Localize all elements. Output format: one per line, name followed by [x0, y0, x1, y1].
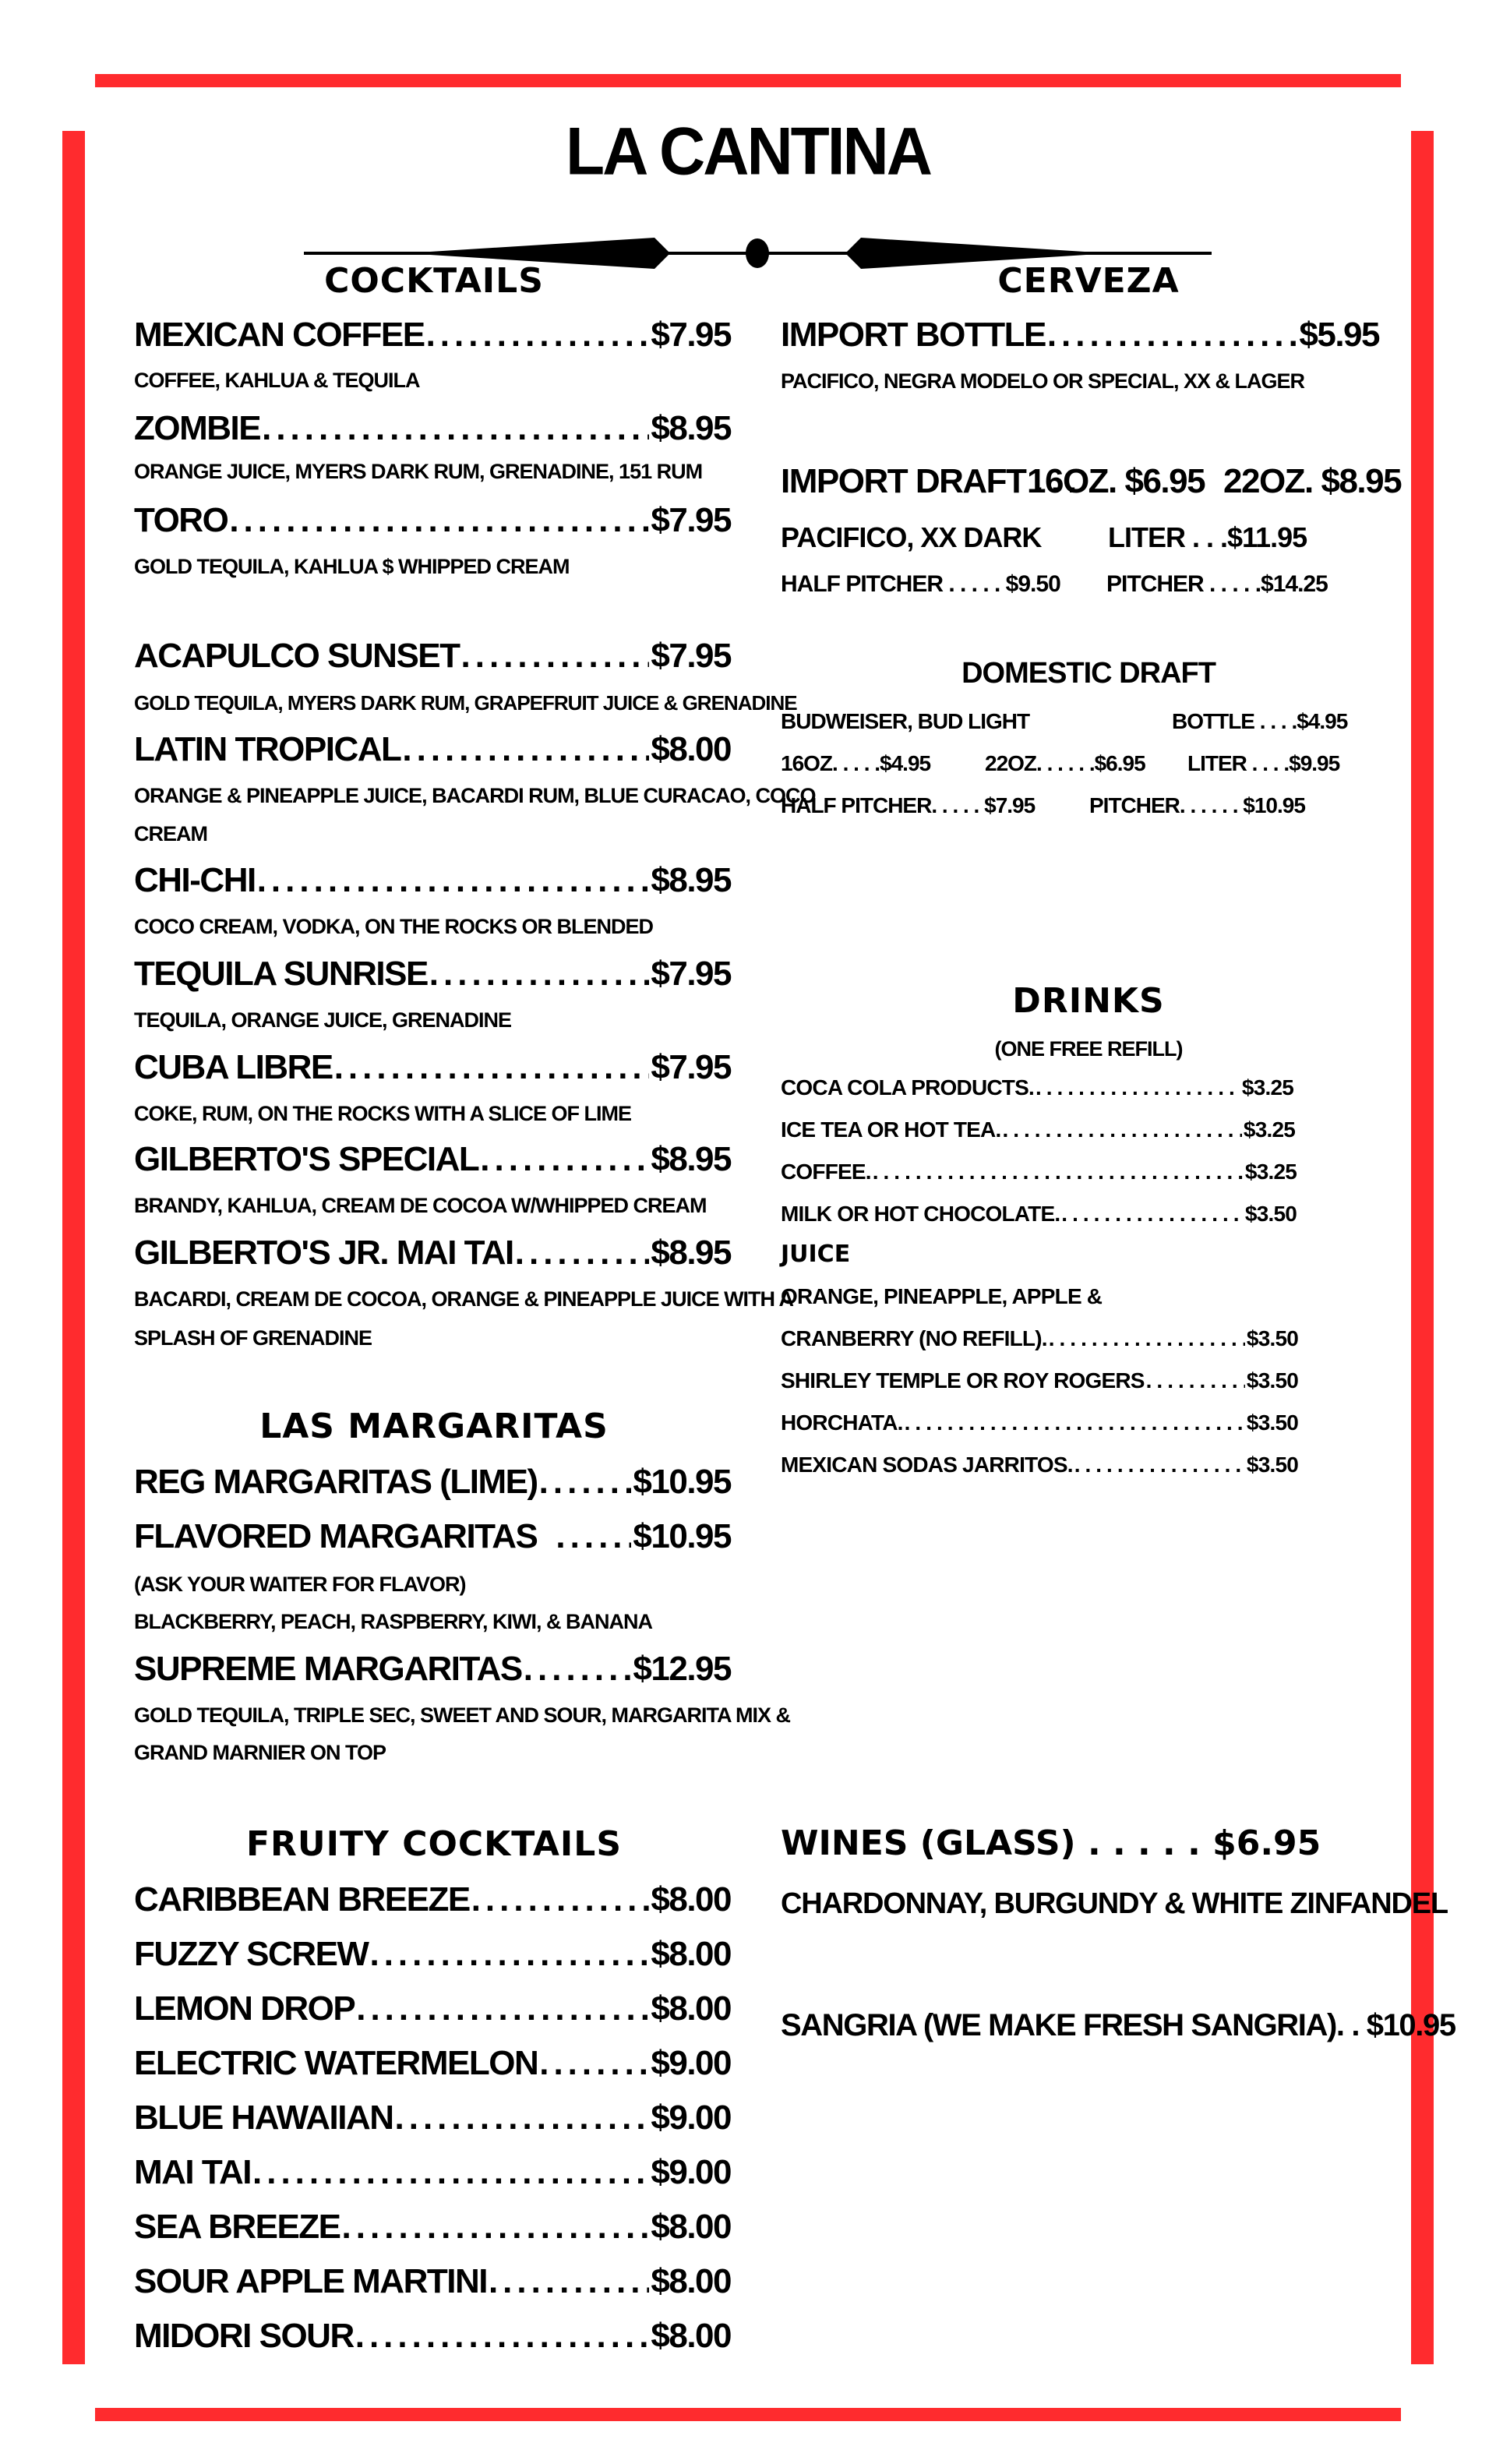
- import-draft-22oz: 22OZ. $8.95: [1223, 462, 1402, 500]
- menu-item: CUBA LIBRE ..... $7.95: [134, 1048, 731, 1087]
- section-heading: COCKTAILS: [324, 261, 544, 301]
- menu-item: TORO ..... $7.95: [134, 501, 731, 540]
- menu-item: SHIRLEY TEMPLE OR ROY ROGERS ..... $3.50: [781, 1368, 1298, 1393]
- menu-title: LA CANTINA: [565, 114, 930, 189]
- item-description: COFFEE, KAHLUA & TEQUILA: [134, 369, 420, 392]
- item-description: GRAND MARNIER ON TOP: [134, 1741, 386, 1764]
- refill-note: (ONE FREE REFILL): [994, 1037, 1183, 1061]
- menu-item: ZOMBIE ..... $8.95: [134, 409, 731, 448]
- menu-item: MIDORI SOUR ..... $8.00: [134, 2317, 731, 2356]
- wines-heading: WINES (GLASS) . . . . . $6.95: [781, 1823, 1321, 1863]
- item-description: COCO CREAM, VODKA, ON THE ROCKS OR BLENDED: [134, 915, 654, 938]
- import-draft-16oz: 16OZ. $6.95: [1027, 462, 1205, 500]
- item-description: ORANGE JUICE, MYERS DARK RUM, GRENADINE, 151 RUM: [134, 460, 703, 483]
- menu-item: TEQUILA SUNRISE ..... $7.95: [134, 955, 731, 994]
- import-draft-label: IMPORT DRAFT . . .: [781, 462, 1076, 500]
- menu-item: GILBERTO'S SPECIAL ..... $8.95: [134, 1140, 731, 1179]
- section-heading: DRINKS: [1012, 981, 1165, 1021]
- menu-item: ICE TEA OR HOT TEA. ..... $3.25: [781, 1117, 1295, 1142]
- menu-item: CRANBERRY (NO REFILL). ..... $3.50: [781, 1326, 1298, 1351]
- domestic-liter: LITER . . . .$9.95: [1187, 751, 1340, 775]
- sangria-item: SANGRIA (WE MAKE FRESH SANGRIA). . $10.95: [781, 2008, 1455, 2042]
- menu-item: MILK OR HOT CHOCOLATE. ..... $3.50: [781, 1202, 1297, 1227]
- menu-item: LEMON DROP ..... $8.00: [134, 1989, 731, 2028]
- item-description: BACARDI, CREAM DE COCOA, ORANGE & PINEAPPLE JUICE WITH A: [134, 1287, 794, 1311]
- menu-item: SEA BREEZE ..... $8.00: [134, 2208, 731, 2247]
- menu-item: ACAPULCO SUNSET ..... $7.95: [134, 637, 731, 676]
- menu-item: FLAVORED MARGARITAS ..... $10.95: [134, 1517, 731, 1556]
- juice-list: ORANGE, PINEAPPLE, APPLE &: [781, 1284, 1103, 1308]
- domestic-22oz: 22OZ. . . . . .$6.95: [985, 751, 1145, 775]
- red-border-top: [95, 74, 1401, 87]
- item-description: BLACKBERRY, PEACH, RASPBERRY, KIWI, & BANANA: [134, 1610, 653, 1633]
- item-description: BRANDY, KAHLUA, CREAM DE COCOA W/WHIPPED CREAM: [134, 1194, 707, 1217]
- menu-item: IMPORT BOTTLE ..... $5.95: [781, 316, 1379, 355]
- domestic-pitcher: PITCHER. . . . . . $10.95: [1089, 793, 1305, 817]
- domestic-bottle: BOTTLE . . . .$4.95: [1172, 709, 1348, 733]
- item-description: GOLD TEQUILA, MYERS DARK RUM, GRAPEFRUIT JUICE & GRENADINE: [134, 691, 797, 715]
- menu-item: GILBERTO'S JR. MAI TAI ..... $8.95: [134, 1234, 731, 1273]
- section-heading: CERVEZA: [997, 261, 1180, 301]
- domestic-half-pitcher: HALF PITCHER. . . . . $7.95: [781, 793, 1036, 817]
- menu-item: SOUR APPLE MARTINI ..... $8.00: [134, 2262, 731, 2301]
- menu-item: MEXICAN COFFEE ..... $7.95: [134, 316, 731, 355]
- item-description: (ASK YOUR WAITER FOR FLAVOR): [134, 1573, 466, 1596]
- menu-item: COFFEE. ..... $3.25: [781, 1160, 1297, 1184]
- red-border-bottom: [95, 2408, 1401, 2421]
- menu-item: SUPREME MARGARITAS ..... $12.95: [134, 1650, 731, 1689]
- menu-item: REG MARGARITAS (LIME) ..... $10.95: [134, 1463, 731, 1502]
- import-half-pitcher: HALF PITCHER . . . . . $9.50: [781, 571, 1060, 597]
- import-draft-brands: PACIFICO, XX DARK: [781, 521, 1042, 553]
- item-description: GOLD TEQUILA, KAHLUA $ WHIPPED CREAM: [134, 555, 570, 578]
- menu-item: FUZZY SCREW ..... $8.00: [134, 1935, 731, 1974]
- import-pitcher: PITCHER . . . . .$14.25: [1106, 571, 1328, 597]
- wine-varieties: CHARDONNAY, BURGUNDY & WHITE ZINFANDEL: [781, 1887, 1448, 1920]
- item-description: TEQUILA, ORANGE JUICE, GRENADINE: [134, 1008, 512, 1032]
- section-heading: LAS MARGARITAS: [259, 1407, 609, 1446]
- domestic-16oz: 16OZ. . . . .$4.95: [781, 751, 931, 775]
- domestic-draft-heading: DOMESTIC DRAFT: [961, 657, 1216, 690]
- import-draft-liter: LITER . . .$11.95: [1108, 521, 1307, 553]
- item-description: CREAM: [134, 822, 207, 845]
- menu-item: LATIN TROPICAL ..... $8.00: [134, 730, 731, 769]
- item-description: ORANGE & PINEAPPLE JUICE, BACARDI RUM, BLUE CURACAO, COCO: [134, 784, 816, 807]
- section-heading: FRUITY COCKTAILS: [245, 1824, 623, 1864]
- menu-item: MEXICAN SODAS JARRITOS. ..... $3.50: [781, 1453, 1298, 1477]
- menu-item: COCA COLA PRODUCTS. ..... $3.25: [781, 1075, 1293, 1100]
- item-description: SPLASH OF GRENADINE: [134, 1326, 372, 1350]
- menu-item: HORCHATA. ..... $3.50: [781, 1410, 1298, 1435]
- item-description: COKE, RUM, ON THE ROCKS WITH A SLICE OF LIME: [134, 1102, 631, 1125]
- menu-item: MAI TAI ..... $9.00: [134, 2153, 731, 2192]
- juice-heading: JUICE: [781, 1241, 851, 1268]
- item-description: PACIFICO, NEGRA MODELO OR SPECIAL, XX & LAGER: [781, 369, 1305, 393]
- item-description: GOLD TEQUILA, TRIPLE SEC, SWEET AND SOUR, MARGARITA MIX &: [134, 1703, 791, 1727]
- menu-item: CHI-CHI ..... $8.95: [134, 861, 731, 900]
- menu-item: ELECTRIC WATERMELON ..... $9.00: [134, 2044, 731, 2083]
- menu-item: CARIBBEAN BREEZE ..... $8.00: [134, 1880, 731, 1919]
- menu-item: BLUE HAWAIIAN ..... $9.00: [134, 2099, 731, 2137]
- red-border-left: [62, 131, 85, 2364]
- domestic-brands: BUDWEISER, BUD LIGHT: [781, 709, 1030, 733]
